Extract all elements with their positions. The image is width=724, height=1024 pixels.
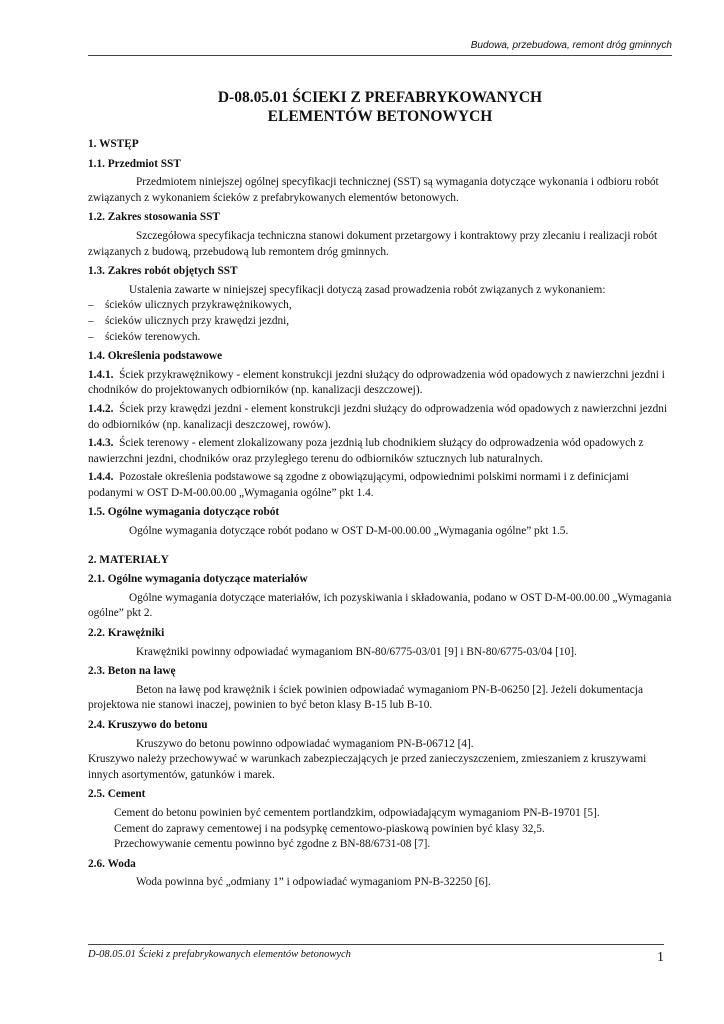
definition-1-4-3 [88, 436, 674, 467]
paragraph-2-6: Woda powinna być „odmiany 1” i odpowiadać wymaganiom PN-B-32250 [6]. [136, 876, 491, 889]
paragraph-1-5: Ogólne wymagania dotyczące robót podano w OST D-M-00.00.00 „Wymagania ogólne” pkt 1.5. [129, 525, 569, 538]
paragraph-2-3: Beton na ławę pod krawężnik i ściek powinien odpowiadać wymaganiom PN-B-06250 [2]. Jeżeli dokumentacja projektowa nie stanowi inaczej, powinien to być beton klasy B-15 lub B-10. [88, 683, 643, 712]
section-heading-1: 1. WSTĘP [88, 138, 139, 150]
paragraph-2-1: Ogólne wymagania dotyczące materiałów, ich pozyskiwania i składowania, podano w OST D-M-00.00.00 „Wymagania ogólne” pkt 2. [88, 591, 672, 620]
definition-1-4-4 [88, 470, 674, 501]
document-body [88, 137, 674, 891]
list-item [88, 314, 674, 330]
subsection-heading-2-5: 2.5. Cement [88, 788, 146, 801]
section-heading-2: 2. MATERIAŁY [88, 553, 169, 566]
dash-bullet: – [88, 330, 94, 343]
document-title-line-2: ELEMENTÓW BETONOWYCH [267, 108, 493, 125]
document-title [88, 88, 672, 126]
page-number: 1 [657, 950, 664, 965]
list-item-text: ścieków terenowych. [105, 330, 201, 343]
paragraph-1-1: Przedmiotem niniejszej ogólnej specyfikacji technicznej (SST) są wymagania dotyczące wykonania i odbioru robót związanych z wykonaniem ścieków z prefabrykowanych elementów betonowych. [88, 176, 659, 204]
subsection-heading-1-2: 1.2. Zakres stosowania SST [88, 211, 220, 224]
list-item [88, 330, 674, 346]
subsection-heading-1-5: 1.5. Ogólne wymagania dotyczące robót [88, 506, 280, 519]
subsection-heading-2-1: 2.1. Ogólne wymagania dotyczące materiałów [88, 573, 308, 586]
definition-text: Pozostałe określenia podstawowe są zgodne z obowiązującymi, odpowiednimi polskimi normami i z definicjami podanymi w OST D-M-00.00.00 „Wymagania ogólne” pkt 1.4. [88, 471, 629, 499]
definition-1-4-1 [88, 368, 674, 399]
subsection-heading-2-6: 2.6. Woda [88, 857, 136, 870]
subsection-heading-2-3: 2.3. Beton na ławę [88, 665, 176, 678]
subsection-heading-1-3: 1.3. Zakres robót objętych SST [88, 265, 238, 278]
paragraph-2-2: Krawężniki powinny odpowiadać wymaganiom BN-80/6775-03/01 [9] i BN-80/6775-03/04 [10]. [136, 645, 577, 658]
definition-text: Ściek przykrawężnikowy - element konstrukcji jezdni służący do odprowadzenia wód opadowych z nawierzchni jezdni i chodników do projektowanych odbiorników (np. kanalizacji deszczowej). [88, 368, 665, 397]
paragraph-2-5-line-3: Przechowywanie cementu powinno być zgodne z BN-88/6731-08 [7]. [114, 838, 431, 851]
definition-1-4-2 [88, 402, 674, 433]
paragraph-1-2: Szczegółowa specyfikacja techniczna stanowi dokument przetargowy i kontraktowy przy zlecaniu i realizacji robót związanych z budową, przebudową lub remontem dróg gminnych. [88, 229, 658, 258]
paragraph-2-5-line-2: Cement do zaprawy cementowej i na podsypkę cementowo-piaskową powinien być klasy 32,5. [114, 822, 545, 835]
definition-text: Ściek terenowy - element zlokalizowany poza jezdnią lub chodnikiem służący do odprowadzenia wód opadowych z nawierzchni jezdni, chodników oraz przyległego terenu do odbiorników sztucznych lub naturalnych. [88, 437, 644, 465]
definition-number: 1.4.2. [88, 402, 114, 415]
dash-bullet: – [88, 314, 94, 327]
scope-list [88, 298, 674, 345]
subsection-heading-2-2: 2.2. Krawężniki [88, 627, 165, 640]
definition-text: Ściek przy krawędzi jezdni - element konstrukcji jezdni służący do odprowadzenia wód opadowych z nawierzchni jezdni do odbiorników (np. kanalizacji deszczowej, rowów). [88, 402, 668, 431]
definition-number: 1.4.4. [88, 471, 114, 484]
definition-number: 1.4.3. [88, 437, 114, 450]
definition-number: 1.4.1. [88, 368, 114, 381]
dash-bullet: – [88, 299, 94, 312]
subsection-heading-1-1: 1.1. Przedmiot SST [88, 157, 181, 170]
list-item-text: ścieków ulicznych przykrawężnikowych, [105, 299, 292, 312]
running-header: Budowa, przebudowa, remont dróg gminnych [88, 40, 672, 56]
paragraph-2-4-b: Kruszywo należy przechowywać w warunkach zabezpieczających je przed zanieczyszczeniem, zmieszaniem z kruszywami innych asortymentów, gatunków i marek. [88, 753, 647, 781]
paragraph-1-3: Ustalenia zawarte w niniejszej specyfikacji dotyczą zasad prowadzenia robót związanych z wykonaniem: [129, 283, 606, 296]
subsection-heading-2-4: 2.4. Kruszywo do betonu [88, 719, 208, 731]
paragraph-2-5-line-1: Cement do betonu powinien być cementem portlandzkim, odpowiadającym wymaganiom PN-B-19701 [5]. [114, 806, 600, 819]
list-item-text: ścieków ulicznych przy krawędzi jezdni, [105, 314, 290, 327]
document-title-line-1: D-08.05.01 ŚCIEKI Z PREFABRYKOWANYCH [217, 89, 543, 106]
list-item [88, 298, 674, 314]
subsection-heading-1-4: 1.4. Określenia podstawowe [88, 350, 223, 363]
paragraph-2-4-a: Kruszywo do betonu powinno odpowiadać wymaganiom PN-B-06712 [4]. [136, 737, 474, 750]
running-footer: D-08.05.01 Ścieki z prefabrykowanych elementów betonowych [88, 944, 664, 961]
